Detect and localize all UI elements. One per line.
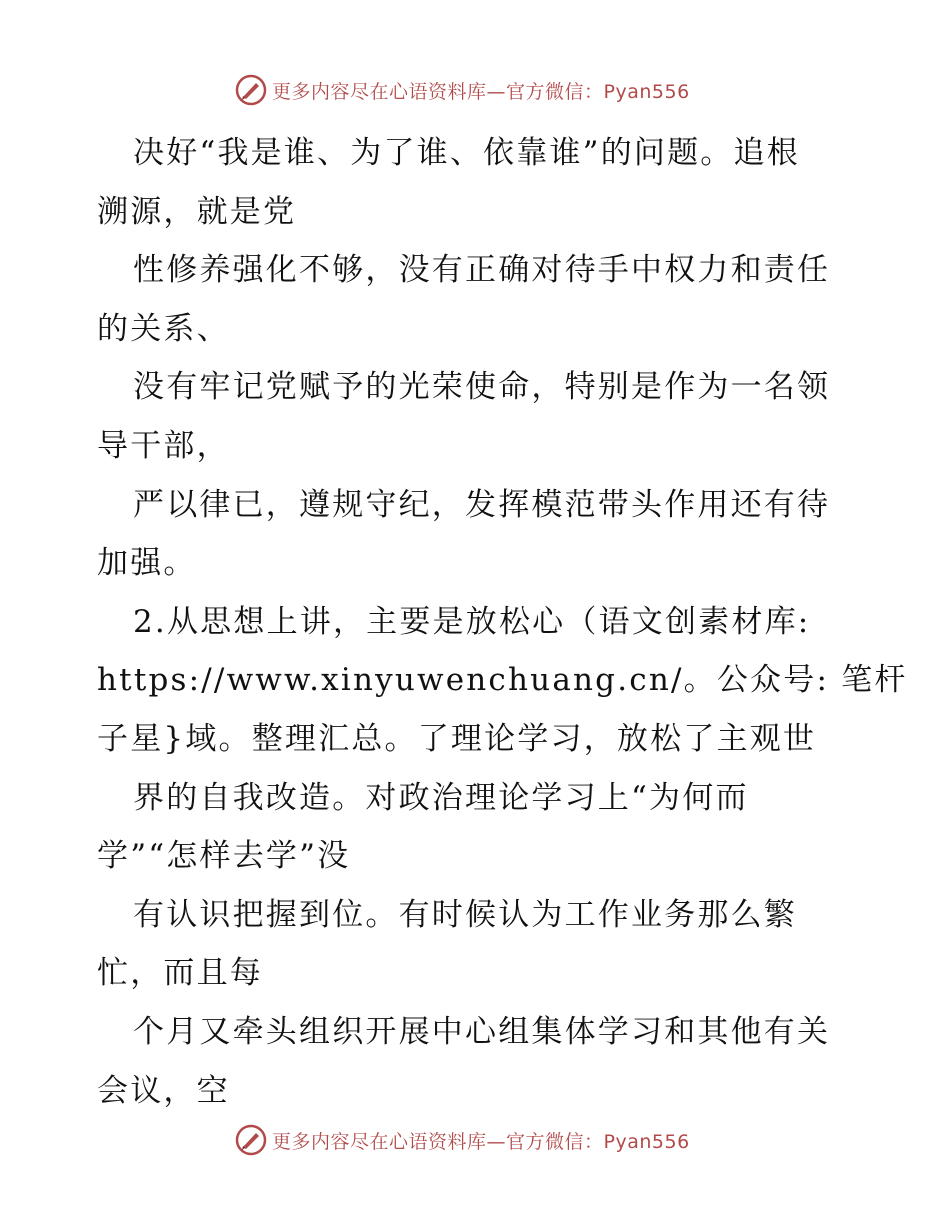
watermark-text: 更多内容尽在心语资料库—官方微信：Pyan556 (272, 1130, 690, 1153)
footer-watermark (234, 1120, 754, 1160)
text-line: https://www.xinyuwenchuang.cn/。公众号: 笔杆 (97, 662, 908, 699)
pen-logo-icon (234, 1123, 268, 1157)
text-line: 有认识把握到位。有时候认为工作业务那么繁 (133, 896, 797, 933)
text-line: 学”“怎样去学”没 (97, 838, 351, 875)
watermark-text: 更多内容尽在心语资料库—官方微信：Pyan556 (272, 80, 690, 103)
document-body (97, 124, 908, 1120)
pen-logo-icon (234, 73, 268, 107)
header-watermark (234, 70, 754, 110)
text-line: 2.从思想上讲，主要是放松心（语文创素材库: (133, 603, 811, 640)
text-line: 会议，空 (97, 1072, 230, 1109)
text-line: 个月又牵头组织开展中心组集体学习和其他有关 (133, 1013, 831, 1050)
text-line: 的关系、 (97, 310, 230, 347)
text-line: 决好“我是谁、为了谁、依靠谁”的问题。追根 (133, 135, 800, 171)
text-line: 加强。 (97, 545, 197, 582)
text-line: 导干部， (97, 427, 230, 464)
text-line: 严以律已，遵规守纪，发挥模范带头作用还有待 (133, 486, 831, 523)
text-line: 性修养强化不够，没有正确对待手中权力和责任 (133, 252, 831, 289)
text-line: 溯源，就是党 (97, 193, 297, 230)
text-line: 子星}域。整理汇总。了理论学习，放松了主观世 (97, 720, 817, 757)
text-line: 忙，而且每 (97, 955, 263, 992)
text-line: 界的自我改造。对政治理论学习上“为何而 (133, 779, 749, 816)
text-line: 没有牢记党赋予的光荣使命，特别是作为一名领 (133, 369, 831, 406)
